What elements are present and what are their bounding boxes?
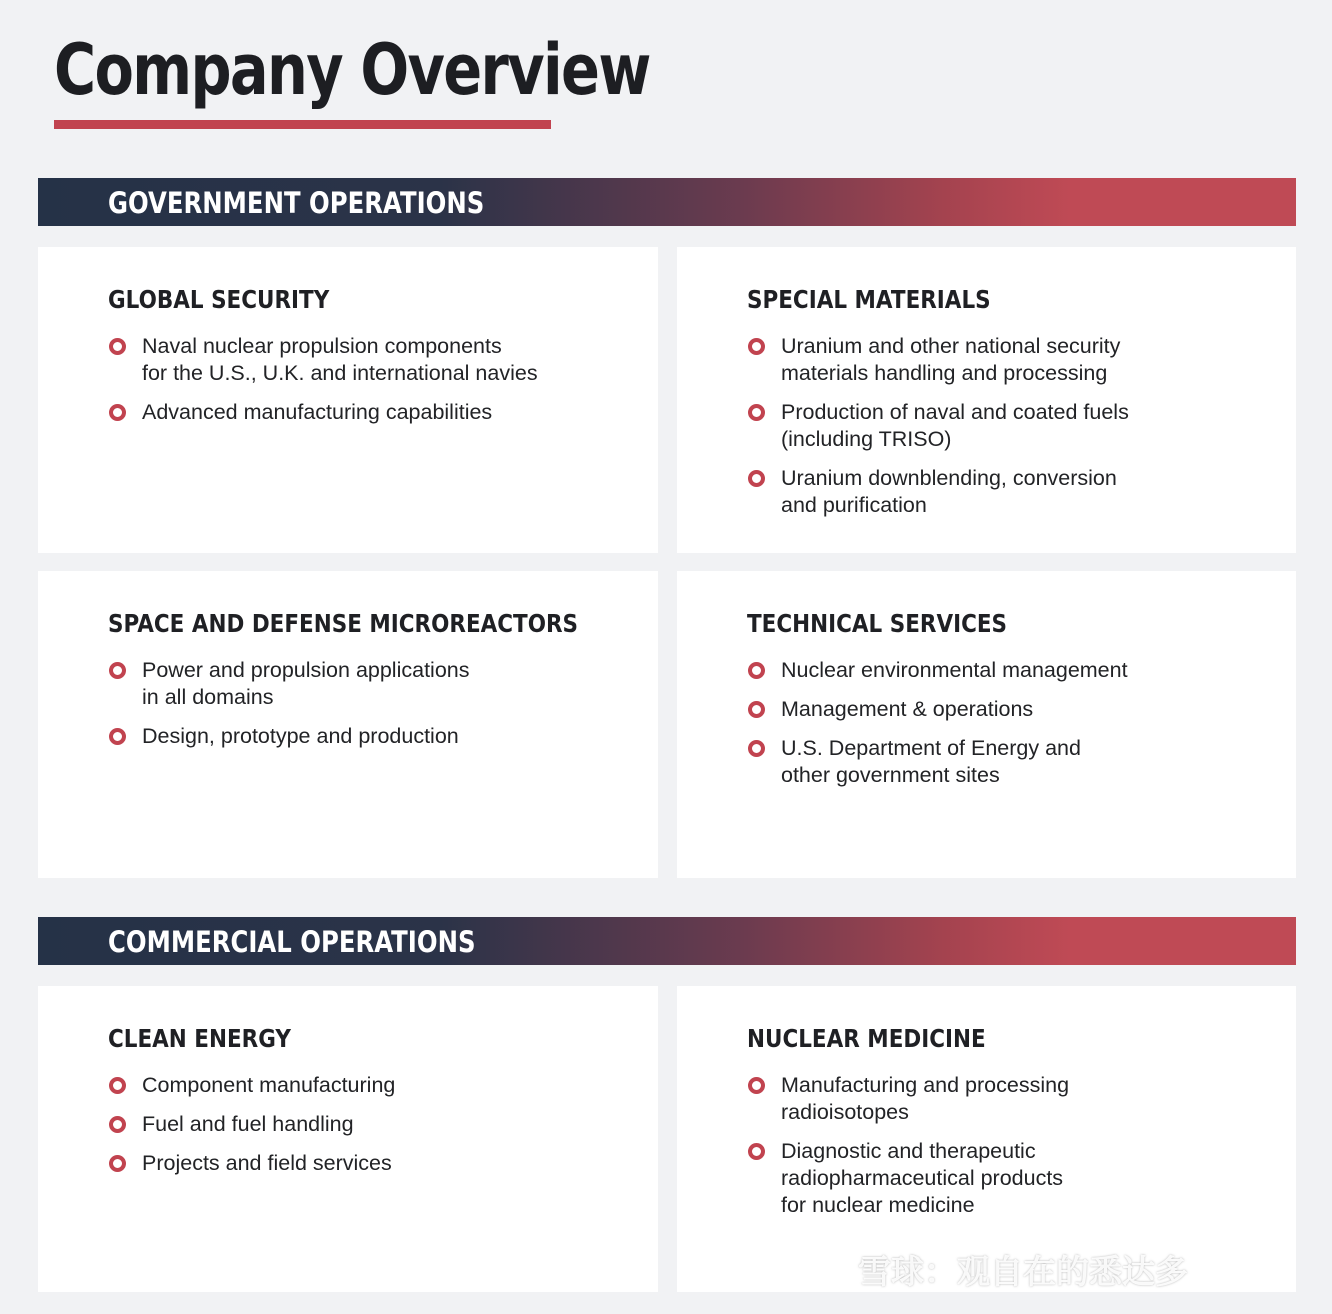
- list-item-line: Fuel and fuel handling: [142, 1112, 354, 1136]
- bullet-list: [747, 333, 1129, 531]
- list-item-line: Production of naval and coated fuels: [781, 400, 1129, 424]
- list-item-line: and purification: [781, 493, 927, 517]
- ring-bullet-icon: [109, 662, 126, 679]
- ring-bullet-icon: [109, 728, 126, 745]
- list-item-line: Component manufacturing: [142, 1073, 396, 1097]
- list-item-line: Naval nuclear propulsion components: [142, 334, 502, 358]
- title-underline: [54, 120, 551, 129]
- ring-bullet-icon: [109, 1077, 126, 1094]
- list-item: [108, 1072, 395, 1099]
- list-item-line: Power and propulsion applications: [142, 658, 470, 682]
- ring-bullet-icon: [109, 1155, 126, 1172]
- list-item-line: other government sites: [781, 763, 1000, 787]
- list-item-line: Design, prototype and production: [142, 724, 459, 748]
- list-item-line: for nuclear medicine: [781, 1193, 975, 1217]
- ring-bullet-icon: [109, 404, 126, 421]
- list-item-line: Nuclear environmental management: [781, 658, 1128, 682]
- section-label: COMMERCIAL OPERATIONS: [108, 925, 476, 959]
- list-item-line: Diagnostic and therapeutic: [781, 1139, 1036, 1163]
- bullet-list: [108, 1072, 395, 1189]
- page-title: Company Overview: [54, 29, 650, 111]
- list-item-line: Advanced manufacturing capabilities: [142, 400, 493, 424]
- list-item: [108, 1150, 395, 1177]
- card-title: SPECIAL MATERIALS: [747, 285, 991, 314]
- list-item: [747, 735, 1128, 789]
- ring-bullet-icon: [748, 338, 765, 355]
- card-title: GLOBAL SECURITY: [108, 285, 330, 314]
- list-item: [108, 723, 470, 750]
- list-item-line: Uranium downblending, conversion: [781, 466, 1117, 490]
- ring-bullet-icon: [748, 404, 765, 421]
- card-title: TECHNICAL SERVICES: [747, 609, 1008, 638]
- ring-bullet-icon: [748, 662, 765, 679]
- ring-bullet-icon: [109, 338, 126, 355]
- list-item-line: Management & operations: [781, 697, 1034, 721]
- list-item: [747, 399, 1129, 453]
- ring-bullet-icon: [748, 701, 765, 718]
- list-item-line: radioisotopes: [781, 1100, 909, 1124]
- card-global-security: [38, 247, 658, 553]
- ring-bullet-icon: [748, 1077, 765, 1094]
- list-item: [108, 399, 538, 426]
- watermark: 雪球：观自在的悉达多: [858, 1252, 1188, 1291]
- ring-bullet-icon: [748, 470, 765, 487]
- bullet-list: [108, 657, 470, 762]
- bullet-list: [747, 657, 1128, 801]
- section-header-government: [38, 178, 1296, 226]
- section-header-commercial: [38, 917, 1296, 965]
- ring-bullet-icon: [109, 1116, 126, 1133]
- list-item-line: Manufacturing and processing: [781, 1073, 1070, 1097]
- list-item: [747, 696, 1128, 723]
- list-item-line: (including TRISO): [781, 427, 952, 451]
- ring-bullet-icon: [748, 1143, 765, 1160]
- list-item-line: Uranium and other national security: [781, 334, 1121, 358]
- list-item-line: Projects and field services: [142, 1151, 392, 1175]
- list-item: [747, 1138, 1069, 1219]
- card-special-materials: [677, 247, 1296, 553]
- list-item: [108, 657, 470, 711]
- card-title: SPACE AND DEFENSE MICROREACTORS: [108, 609, 579, 638]
- list-item-line: materials handling and processing: [781, 361, 1108, 385]
- list-item: [108, 1111, 395, 1138]
- list-item: [747, 333, 1129, 387]
- bullet-list: [108, 333, 538, 438]
- card-title: CLEAN ENERGY: [108, 1024, 291, 1053]
- ring-bullet-icon: [748, 740, 765, 757]
- list-item: [747, 1072, 1069, 1126]
- list-item-line: in all domains: [142, 685, 274, 709]
- card-technical-services: [677, 571, 1296, 878]
- card-title: NUCLEAR MEDICINE: [747, 1024, 986, 1053]
- list-item-line: for the U.S., U.K. and international navies: [142, 361, 538, 385]
- card-space-defense-microreactors: [38, 571, 658, 878]
- list-item: [747, 465, 1129, 519]
- list-item-line: radiopharmaceutical products: [781, 1166, 1064, 1190]
- bullet-list: [747, 1072, 1069, 1231]
- section-label: GOVERNMENT OPERATIONS: [108, 186, 485, 220]
- list-item: [747, 657, 1128, 684]
- list-item-line: U.S. Department of Energy and: [781, 736, 1081, 760]
- card-clean-energy: [38, 986, 658, 1292]
- list-item: [108, 333, 538, 387]
